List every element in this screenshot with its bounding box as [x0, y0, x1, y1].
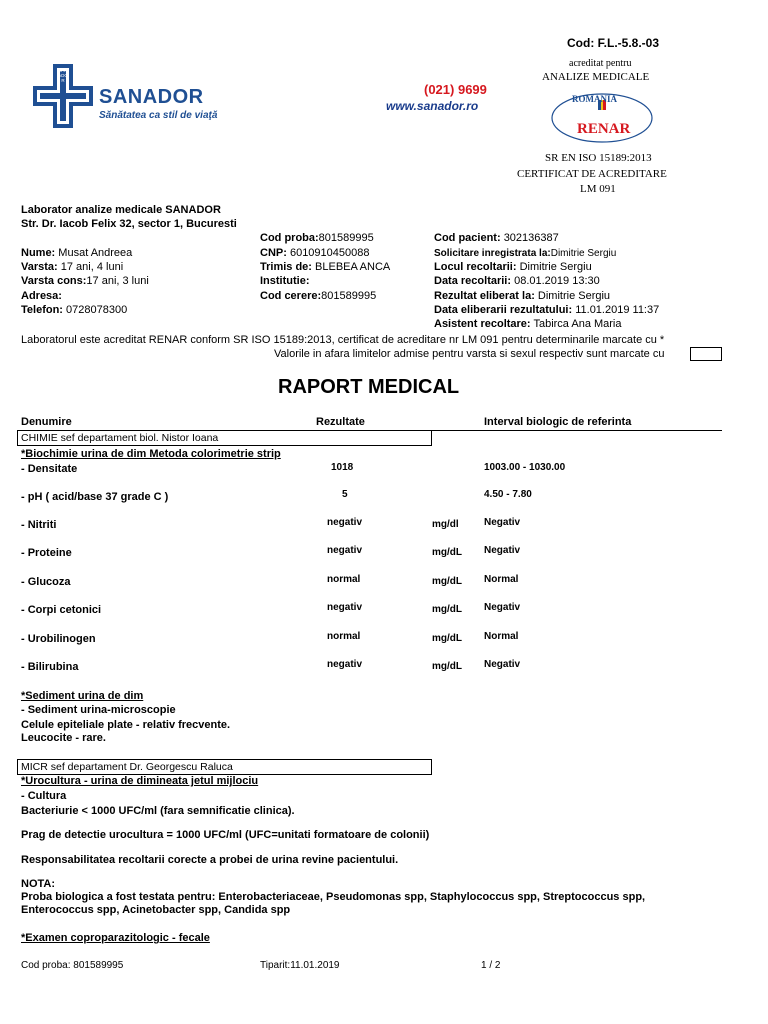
collection-place: Dimitrie Sergiu — [519, 261, 592, 273]
test-name: - Densitate — [21, 463, 78, 475]
patient-age-cons-row — [21, 275, 149, 287]
lab-name: Laborator analize medicale SANADOR — [21, 204, 221, 216]
issue-date: 11.01.2019 11:37 — [575, 304, 660, 316]
patient-phone-row — [21, 304, 127, 316]
field-label: Telefon: — [21, 304, 63, 316]
accreditation-notice: Laboratorul este acreditat RENAR conform SR ISO 15189:2013, certificat de acreditare nr LM 091 pentru determinarile marcate cu * — [21, 334, 665, 346]
header-name: Denumire — [21, 416, 72, 428]
bacteriuria-result: Bacteriurie < 1000 UFC/ml (fara semnificatie clinica). — [21, 805, 295, 817]
accredited-area: ANALIZE MEDICALE — [542, 71, 650, 83]
header-result: Rezultate — [316, 416, 365, 428]
test-reference: Negativ — [484, 602, 521, 613]
field-label: Nume: — [21, 247, 56, 259]
renar-seal — [550, 92, 654, 144]
nota-label: NOTA: — [21, 878, 56, 890]
request-code-row — [260, 290, 376, 302]
test-reference: Negativ — [484, 517, 521, 528]
test-name: - Glucoza — [21, 576, 71, 588]
test-reference: Normal — [484, 631, 519, 642]
nurse-row — [434, 318, 622, 330]
field-label: Cod cerere: — [260, 290, 322, 302]
result-issued-at: Dimitrie Sergiu — [537, 290, 611, 302]
patient-age: 17 ani, 4 luni — [60, 261, 124, 273]
cnp-row — [260, 247, 369, 259]
test-reference: Negativ — [484, 545, 521, 556]
footer-page-number: 1 / 2 — [481, 960, 501, 971]
test-unit: mg/dL — [432, 576, 462, 587]
form-code: Cod: F.L.-5.8.-03 — [567, 36, 660, 50]
section-urine-culture: *Urocultura - urina de dimineata jetul mijlociu — [21, 775, 259, 787]
phone-number: (021) 9699 — [424, 82, 487, 97]
test-unit: mg/dL — [432, 547, 462, 558]
field-label: Institutie: — [260, 275, 310, 287]
footer-printed-date: Tiparit:11.01.2019 — [260, 960, 340, 971]
brand-slogan: Sănătatea ca stil de viaţă — [99, 110, 218, 121]
field-label: Rezultat eliberat la: — [434, 290, 535, 302]
lab-address: Str. Dr. Iacob Felix 32, sector 1, Bucuresti — [21, 218, 237, 230]
test-name: - Corpi cetonici — [21, 604, 102, 616]
test-reference: Normal — [484, 574, 519, 585]
sanador-cross-logo — [33, 64, 93, 128]
test-unit: mg/dL — [432, 661, 462, 672]
test-result: negativ — [327, 517, 363, 528]
sediment-sub: - Sediment urina-microscopie — [21, 704, 176, 716]
field-label: Adresa: — [21, 290, 62, 302]
test-result: negativ — [327, 602, 363, 613]
referred-by-row — [260, 261, 390, 273]
field-label: Varsta: — [21, 261, 58, 273]
issue-date-row — [434, 304, 659, 316]
field-label: Varsta cons: — [21, 275, 87, 287]
seal-name: RENAR — [577, 121, 631, 137]
cross-vertical-text: SANADOR — [58, 68, 68, 83]
nurse-name: Tabirca Ana Maria — [533, 318, 622, 330]
collection-date: 08.01.2019 13:30 — [514, 275, 600, 287]
collection-responsibility: Responsabilitatea recoltarii corecte a probei de urina revine pacientului. — [21, 854, 399, 866]
culture-sub: - Cultura — [21, 790, 67, 802]
report-title: RAPORT MEDICAL — [278, 376, 460, 398]
collection-place-row — [434, 261, 592, 273]
field-label: Asistent recoltare: — [434, 318, 531, 330]
patient-address-row — [21, 290, 62, 302]
field-label: Trimis de: — [260, 261, 312, 273]
section-coproparasitology: *Examen coproparazitologic - fecale — [21, 932, 210, 944]
registered-at-row — [434, 248, 616, 259]
result-issued-row — [434, 290, 610, 302]
test-result: 1018 — [331, 462, 354, 473]
test-unit: mg/dL — [432, 633, 462, 644]
marker-box — [690, 347, 722, 361]
brand-name: SANADOR — [99, 86, 204, 108]
certificate-number: LM 091 — [580, 183, 616, 195]
field-label: Data recoltarii: — [434, 275, 512, 287]
patient-code: 302136387 — [503, 232, 559, 244]
test-name: - Proteine — [21, 547, 72, 559]
section-biochemistry: *Biochimie urina de dim Metoda colorimetrie strip — [21, 448, 281, 460]
nota-line-2: Enterococcus spp, Acinetobacter spp, Candida spp — [21, 904, 291, 916]
detection-threshold: Prag de detectie urocultura = 1000 UFC/ml (UFC=unitati formatoare de colonii) — [21, 829, 430, 841]
test-result: negativ — [327, 659, 363, 670]
footer-sample-code: Cod proba: 801589995 — [21, 960, 124, 971]
section-sediment: *Sediment urina de dim — [21, 690, 144, 702]
patient-name-row — [21, 247, 132, 259]
sample-code-row — [260, 232, 374, 244]
collection-date-row — [434, 275, 600, 287]
referred-by: BLEBEA ANCA — [315, 261, 391, 273]
registered-at: Dimitrie Sergiu — [550, 248, 617, 259]
sediment-epithelial: Celule epiteliale plate - relativ frecvente. — [21, 719, 231, 731]
institution-row — [260, 275, 310, 287]
department-box-micro: MICR sef departament Dr. Georgescu Raluca — [17, 759, 432, 775]
department-box-chemistry: CHIMIE sef departament biol. Nistor Ioana — [17, 430, 432, 446]
iso-standard: SR EN ISO 15189:2013 — [545, 152, 652, 164]
test-unit: mg/dl — [432, 519, 459, 530]
field-label: Data eliberarii rezultatului: — [434, 304, 573, 316]
patient-name: Musat Andreea — [58, 247, 133, 259]
website-link[interactable]: www.sanador.ro — [386, 99, 479, 113]
certificate-title: CERTIFICAT DE ACREDITARE — [517, 168, 667, 180]
test-name: - Nitriti — [21, 519, 57, 531]
seal-top-text: ROMANIA — [572, 94, 617, 104]
test-reference: Negativ — [484, 659, 521, 670]
test-reference: 1003.00 - 1030.00 — [484, 462, 566, 473]
field-label: Cod pacient: — [434, 232, 501, 244]
cnp-value: 6010910450088 — [289, 247, 370, 259]
test-result: normal — [327, 574, 361, 585]
limits-notice: Valorile in afara limitelor admise pentru varsta si sexul respectiv sunt marcate cu — [274, 348, 665, 360]
sediment-leukocytes: Leucocite - rare. — [21, 732, 106, 744]
patient-code-row — [434, 232, 559, 244]
request-code: 801589995 — [321, 290, 377, 302]
patient-age-row — [21, 261, 123, 273]
test-reference: 4.50 - 7.80 — [484, 489, 532, 500]
field-label: Locul recoltarii: — [434, 261, 517, 273]
patient-phone: 0728078300 — [66, 304, 128, 316]
patient-age-cons: 17 ani, 3 luni — [86, 275, 149, 287]
header-interval: Interval biologic de referinta — [484, 416, 632, 428]
test-name: - pH ( acid/base 37 grade C ) — [21, 491, 169, 503]
field-label: CNP: — [260, 247, 287, 259]
test-result: normal — [327, 631, 361, 642]
nota-line-1: Proba biologica a fost testata pentru: Enterobacteriaceae, Pseudomonas spp, Staphylococcus spp, Streptococcus spp, — [21, 891, 646, 903]
test-result: negativ — [327, 545, 363, 556]
test-result: 5 — [342, 489, 348, 500]
sample-code: 801589995 — [318, 232, 374, 244]
accredited-for: acreditat pentru — [569, 58, 632, 69]
test-name: - Urobilinogen — [21, 633, 96, 645]
test-name: - Bilirubina — [21, 661, 79, 673]
test-unit: mg/dL — [432, 604, 462, 615]
field-label: Cod proba: — [260, 232, 319, 244]
field-label: Solicitare inregistrata la: — [434, 248, 551, 259]
